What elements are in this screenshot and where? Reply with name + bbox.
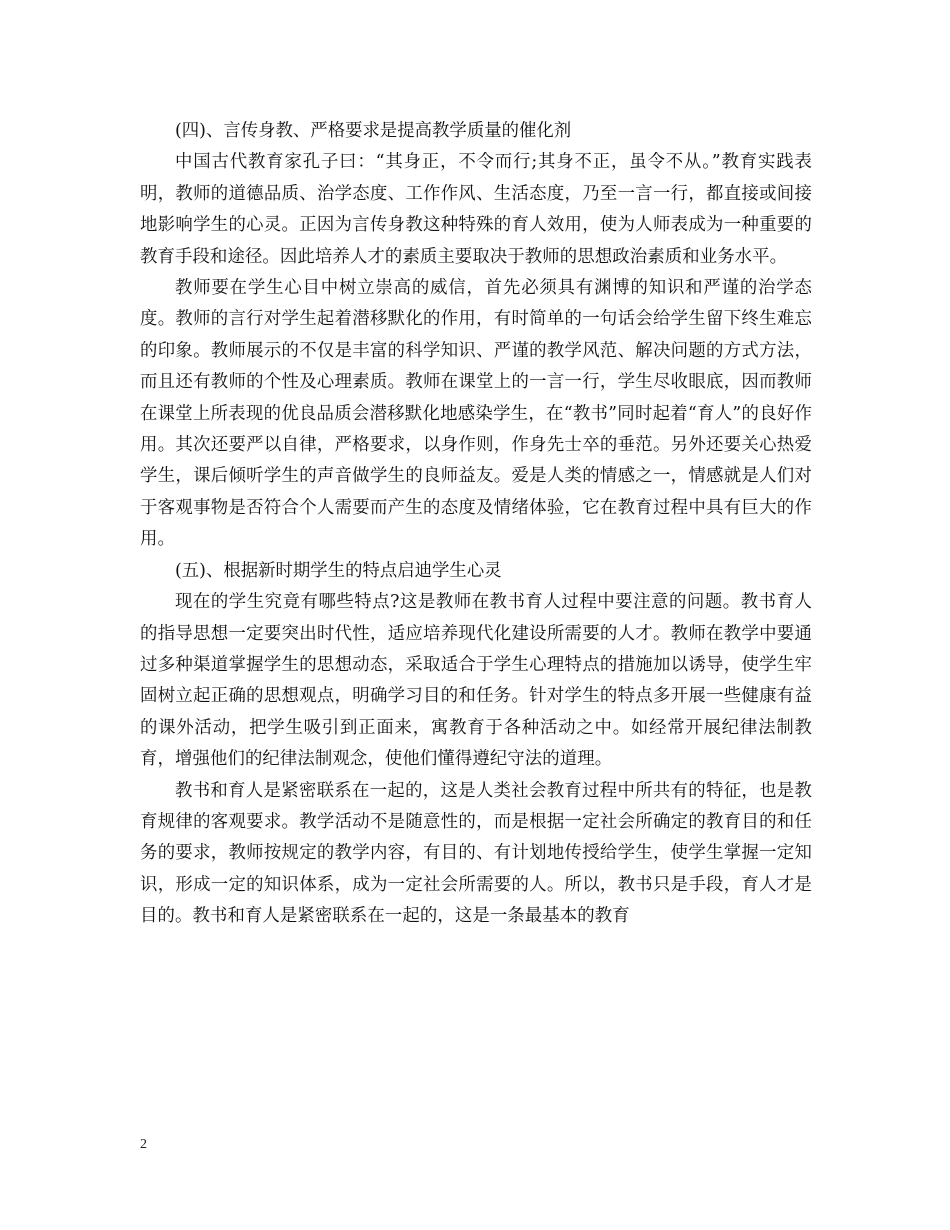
document-body [140,116,812,933]
section-heading: (四)、言传身教、严格要求是提高教学质量的催化剂 [175,121,572,141]
paragraph: 教师要在学生心目中树立崇高的威信，首先必须具有渊博的知识和严谨的治学态度。教师的言行对学生起着潜移默化的作用，有时简单的一句话会给学生留下终生难忘的印象。教师展示的不仅是丰富的科学知识、严谨的教学风范、解决问题的方式方法，而且还有教师的个性及心理素质。教师在课堂上的一言一行，学生尽收眼底，因而教师在课堂上所表现的优良品质会潜移默化地感染学生，在“教书”同时起着“育人”的良好作用。其次还要严以自律，严格要求，以身作则，作身先士卒的垂范。另外还要关心热爱学生，课后倾听学生的声音做学生的良师益友。爱是人类的情感之一，情感就是人们对于客观事物是否符合个人需要而产生的态度及情绪体验，它在教育过程中具有巨大的作用。 [140,278,812,550]
paragraph: 中国古代教育家孔子曰：“其身正，不令而行;其身不正，虽令不从。”教育实践表明，教师的道德品质、治学态度、工作作风、生活态度，乃至一言一行，都直接或间接地影响学生的心灵。正因为言传身教这种特殊的育人效用，使为人师表成为一种重要的教育手段和途径。因此培养人才的素质主要取决于教师的思想政治素质和业务水平。 [140,152,812,267]
section-heading: (五)、根据新时期学生的特点启迪学生心灵 [175,560,502,581]
page-number: 2 [140,1137,147,1152]
paragraph: 现在的学生究竟有哪些特点?这是教师在教书育人过程中要注意的问题。教书育人的指导思想一定要突出时代性，适应培养现代化建设所需要的人才。教师在教学中要通过多种渠道掌握学生的思想动态，采取适合于学生心理特点的措施加以诱导，使学生牢固树立起正确的思想观点，明确学习目的和任务。针对学生的特点多开展一些健康有益的课外活动，把学生吸引到正面来，寓教育于各种活动之中。如经常开展纪律法制教育，增强他们的纪律法制观念，使他们懂得遵纪守法的道理。 [140,592,812,770]
paragraph: 教书和育人是紧密联系在一起的，这是人类社会教育过程中所共有的特征，也是教育规律的客观要求。教学活动不是随意性的，而是根据一定社会所确定的教育目的和任务的要求，教师按规定的教学内容，有目的、有计划地传授给学生，使学生掌握一定知识，形成一定的知识体系，成为一定社会所需要的人。所以，教书只是手段，育人才是目的。教书和育人是紧密联系在一起的，这是一条最基本的教育 [140,780,812,927]
